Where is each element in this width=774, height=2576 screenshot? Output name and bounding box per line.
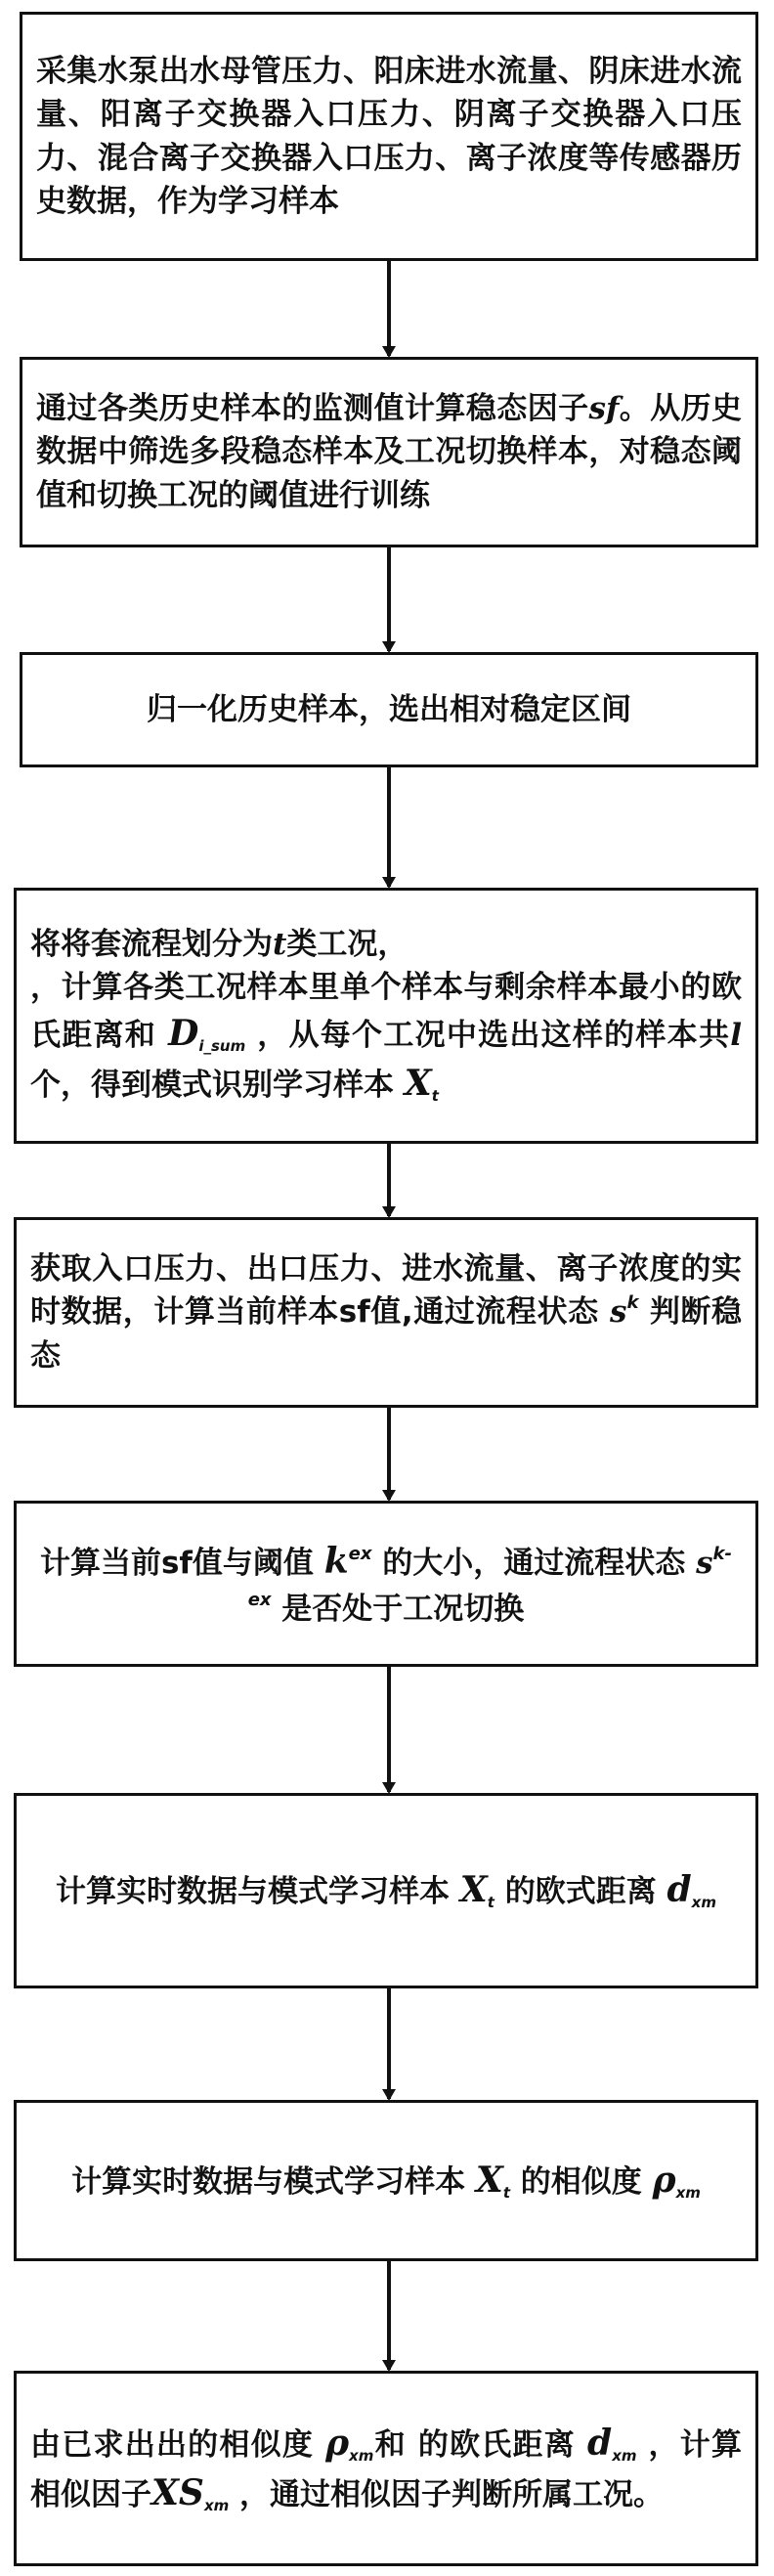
step-9-segment-8: xm: [203, 2497, 230, 2514]
flow-step-2: [20, 357, 758, 547]
step-4-segment-2: 类工况，: [286, 926, 408, 962]
step-4-segment-10: X: [404, 1063, 432, 1105]
step-9-segment-2: xm: [349, 2446, 374, 2465]
step-8-segment-4: ρ: [652, 2159, 676, 2201]
step-6-segment-6: 是否处于工况切换: [271, 1591, 525, 1627]
flow-step-1: [20, 12, 758, 261]
step-2-segment-0: 通过各类历史样本的监测值计算稳态因子: [36, 391, 589, 427]
flow-step-6-text: [30, 1537, 742, 1630]
flow-step-6: [14, 1501, 758, 1667]
step-3-segment-0: 归一化历史样本，选出相对稳定区间: [147, 691, 631, 727]
step-9-segment-1: ρ: [325, 2422, 350, 2464]
step-7-segment-5: xm: [691, 1894, 716, 1912]
step-5-segment-2: k: [626, 1292, 639, 1314]
step-6-segment-3: 的大小，通过流程状态: [371, 1546, 697, 1582]
step-8-segment-2: t: [502, 2183, 511, 2202]
step-7-segment-2: t: [487, 1894, 494, 1912]
step-1-segment-0: 采集水泵出水母管压力、阳床进水流量、阴床进水流量、阳离子交换器入口压力、阴离子交换器入口压力、混合离子交换器入口压力、离子浓度等传感器历史数据，作为学习样本: [36, 54, 742, 219]
flow-step-7-text: [30, 1865, 742, 1915]
step-7-segment-3: 的欧式距离: [494, 1874, 667, 1910]
step-6-segment-5: k-ex: [247, 1544, 732, 1610]
step-4-segment-5: D: [168, 1012, 199, 1054]
flow-step-1-text: [36, 50, 742, 222]
flow-step-3: [20, 652, 758, 767]
flow-step-9-text: [30, 2419, 742, 2518]
step-7-segment-0: 计算实时数据与模式学习样本: [56, 1874, 460, 1910]
flow-step-5: [14, 1217, 758, 1408]
flow-step-7: [14, 1793, 758, 1988]
step-6-segment-0: 计算当前sf值与阈值: [39, 1546, 324, 1582]
flow-step-8: [14, 2100, 758, 2261]
step-5-segment-0: 获取入口压力、出口压力、进水流量、离子浓度的实时数据，计算当前样本sf值,通过流程状态: [30, 1251, 742, 1331]
step-6-segment-4: s: [696, 1546, 713, 1582]
step-8-segment-5: xm: [675, 2183, 701, 2202]
step-6-segment-1: k: [323, 1541, 349, 1583]
step-4-segment-9: 个，得到模式识别学习样本: [30, 1068, 405, 1104]
step-4-segment-1: t: [273, 926, 287, 962]
flow-step-2-text: [36, 387, 742, 516]
step-9-segment-0: 由已求出出的相似度: [30, 2426, 326, 2463]
step-4-segment-6: i_sum: [198, 1036, 246, 1055]
step-4-segment-11: t: [431, 1087, 439, 1106]
step-6-segment-2: ex: [348, 1544, 372, 1565]
flow-step-9: [14, 2371, 758, 2566]
step-8-segment-1: X: [475, 2159, 503, 2201]
step-5-segment-1: s: [610, 1294, 627, 1331]
step-9-segment-5: xm: [612, 2446, 637, 2465]
step-4-segment-7: ，从每个工况中选出这样的样本共: [245, 1017, 731, 1053]
step-7-segment-1: X: [459, 1869, 488, 1911]
step-8-segment-3: 的相似度: [510, 2163, 653, 2200]
flow-step-8-text: [30, 2156, 742, 2205]
step-9-segment-9: ，通过相似因子判断所属工况。: [229, 2477, 665, 2512]
step-7-segment-4: d: [666, 1869, 692, 1911]
step-2-segment-2: 。从历史数据中筛选多段稳态样本及工况切换样本，对稳态阈值和切换工况的阈值进行训练: [36, 391, 743, 513]
step-9-segment-6: ，计算相似因子: [30, 2426, 742, 2512]
step-4-segment-0: 将将套流程划分为: [30, 926, 273, 962]
step-9-segment-7: XS: [151, 2472, 204, 2513]
step-2-segment-1: sf: [588, 391, 620, 427]
step-5-segment-3: 判断稳态: [30, 1294, 742, 1374]
flow-step-3-text: [36, 688, 742, 731]
step-8-segment-0: 计算实时数据与模式学习样本: [71, 2163, 476, 2200]
flow-step-5-text: [30, 1247, 742, 1376]
flow-step-4-text: [30, 923, 742, 1109]
step-4-segment-8: l: [730, 1017, 742, 1053]
step-9-segment-3: 和 的欧氏距离: [373, 2426, 588, 2463]
flow-step-4: [14, 888, 758, 1144]
step-4-segment-4: ，计算各类工况样本里单个样本与剩余样本最小的欧氏距离和: [30, 969, 742, 1053]
step-9-segment-4: d: [587, 2422, 613, 2464]
